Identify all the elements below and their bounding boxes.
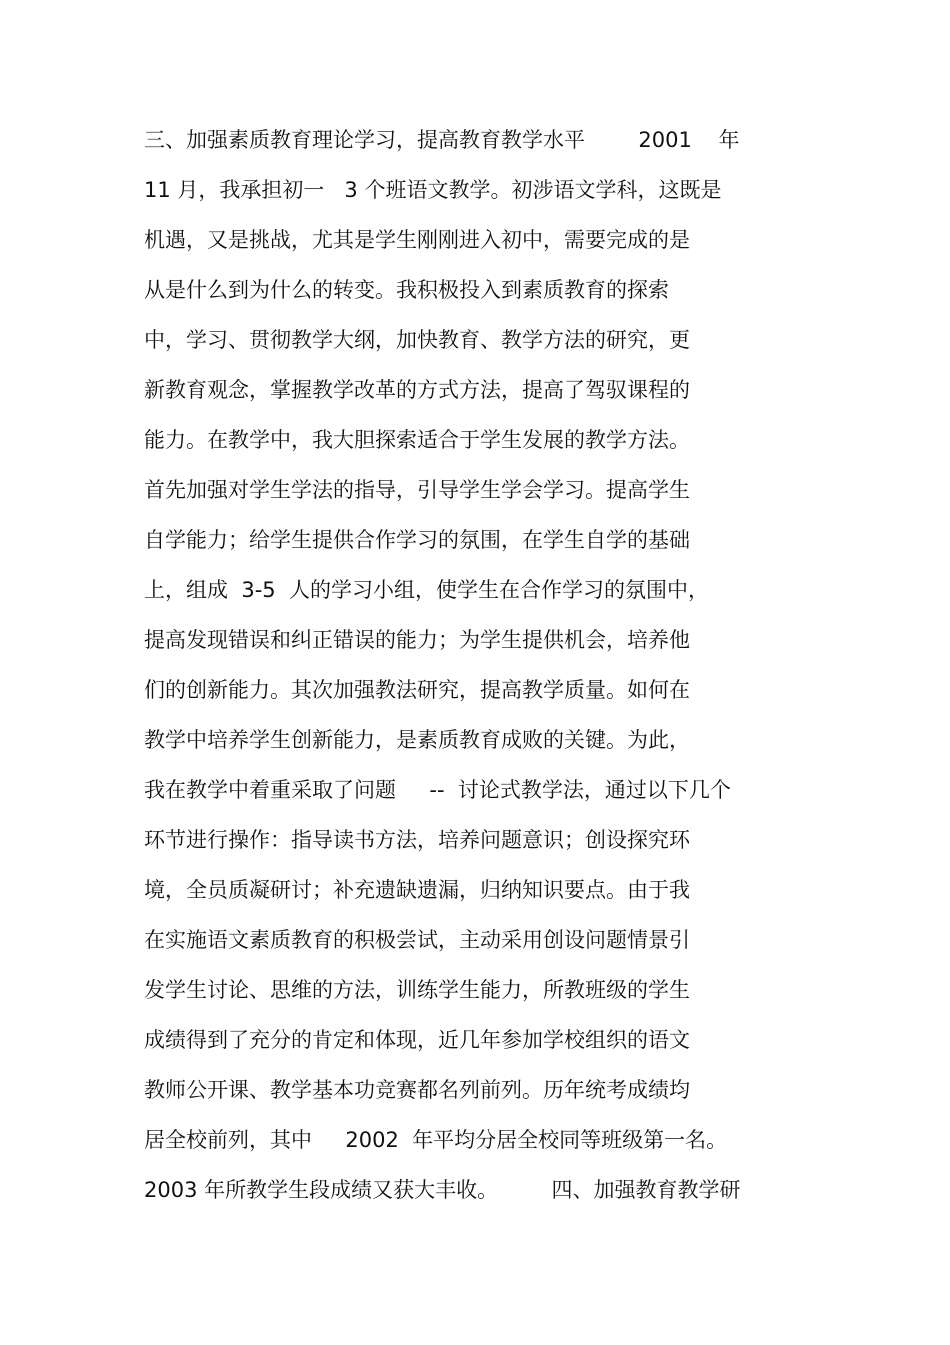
- text-line: 上，组成 3-5 人的学习小组，使学生在合作学习的氛围中，: [144, 578, 709, 602]
- text-line: 三、加强素质教育理论学习，提高教育教学水平 2001 年: [144, 128, 740, 152]
- text-line: 能力。在教学中，我大胆探索适合于学生发展的教学方法。: [144, 428, 690, 452]
- text-line: 首先加强对学生学法的指导，引导学生学会学习。提高学生: [144, 478, 690, 502]
- text-line: 境，全员质凝研讨；补充遗缺遗漏，归纳知识要点。由于我: [144, 878, 690, 902]
- text-line: 发学生讨论、思维的方法，训练学生能力，所教班级的学生: [144, 978, 690, 1002]
- text-line: 教学中培养学生创新能力，是素质教育成败的关键。为此，: [144, 728, 690, 752]
- text-line: 成绩得到了充分的肯定和体现，近几年参加学校组织的语文: [144, 1028, 690, 1052]
- text-line: 教师公开课、教学基本功竞赛都名列前列。历年统考成绩均: [144, 1078, 690, 1102]
- text-line: 居全校前列，其中 2002 年平均分居全校同等班级第一名。: [144, 1128, 728, 1152]
- text-line: 从是什么到为什么的转变。我积极投入到素质教育的探索: [144, 278, 669, 302]
- text-line: 中，学习、贯彻教学大纲，加快教育、教学方法的研究，更: [144, 328, 690, 352]
- text-line: 提高发现错误和纠正错误的能力；为学生提供机会，培养他: [144, 628, 690, 652]
- body-text: [144, 122, 824, 1222]
- text-line: 自学能力；给学生提供合作学习的氛围，在学生自学的基础: [144, 528, 690, 552]
- text-line: 11 月，我承担初一 3 个班语文教学。初涉语文学科，这既是: [144, 178, 722, 202]
- text-line: 新教育观念，掌握教学改革的方式方法，提高了驾驭课程的: [144, 378, 690, 402]
- text-line: 在实施语文素质教育的积极尝试，主动采用创设问题情景引: [144, 928, 690, 952]
- text-line: 们的创新能力。其次加强教法研究，提高教学质量。如何在: [144, 678, 690, 702]
- text-line: 环节进行操作：指导读书方法，培养问题意识；创设探究环: [144, 828, 690, 852]
- text-line: 2003 年所教学生段成绩又获大丰收。 四、加强教育教学研: [144, 1178, 741, 1202]
- text-line: 机遇，又是挑战，尤其是学生刚刚进入初中，需要完成的是: [144, 228, 690, 252]
- text-line: 我在教学中着重采取了问题 -- 讨论式教学法，通过以下几个: [144, 778, 731, 802]
